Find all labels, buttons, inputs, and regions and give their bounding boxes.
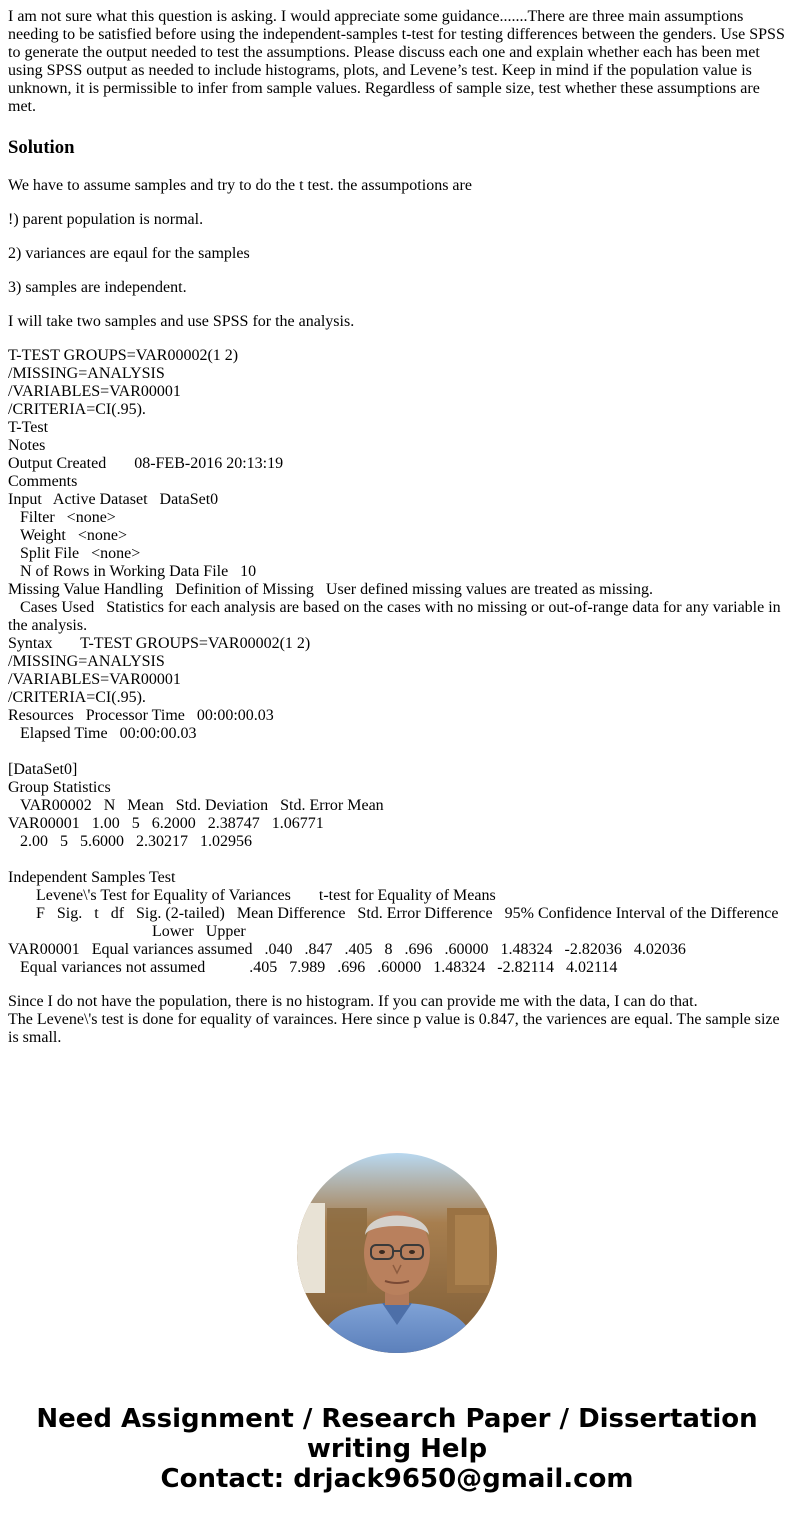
footer-line: Need Assignment / Research Paper / Dissertation: [36, 1404, 758, 1434]
conclusion-histogram: Since I do not have the population, there is no histogram. If you can provide me with the data, I can do that.: [8, 993, 698, 1010]
analysis-note: I will take two samples and use SPSS for the analysis.: [8, 313, 355, 330]
spss-line: Filter <none>: [8, 509, 116, 526]
spss-line: Missing Value Handling Definition of Missing User defined missing values are treated as missing.: [8, 581, 653, 598]
spss-line: VAR00002 N Mean Std. Deviation Std. Error Mean: [8, 797, 384, 814]
spss-line: Cases Used Statistics for each analysis are based on the cases with no missing or out-of-range data for any variable in the analysis.: [8, 599, 785, 634]
solution-heading: Solution: [8, 137, 75, 158]
spss-line: Resources Processor Time 00:00:00.03: [8, 707, 274, 724]
spss-line: Equal variances not assumed .405 7.989 .696 .60000 1.48324 -2.82114 4.02114: [8, 959, 618, 976]
assumption-2: 2) variances are eqaul for the samples: [8, 245, 250, 262]
footer-line: writing Help: [306, 1434, 488, 1464]
conclusion-levene: The Levene\'s test is done for equality of varainces. Here since p value is 0.847, the variences are equal. The sample size is small.: [8, 1011, 780, 1046]
spss-line: Elapsed Time 00:00:00.03: [8, 725, 197, 742]
spss-line: VAR00001 1.00 5 6.2000 2.38747 1.06771: [8, 815, 324, 832]
document-body: [8, 8, 786, 1063]
intro-section: [8, 177, 786, 331]
spss-line: Output Created 08-FEB-2016 20:13:19: [8, 455, 284, 472]
author-avatar: [297, 1153, 497, 1353]
spss-line: Lower Upper: [8, 923, 246, 940]
spss-line: /VARIABLES=VAR00001: [8, 671, 181, 688]
spss-line: Independent Samples Test: [8, 869, 176, 886]
footer-contact: Contact: drjack9650@gmail.com: [160, 1464, 634, 1494]
spss-output: [8, 347, 786, 977]
spss-line: F Sig. t df Sig. (2-tailed) Mean Difference Std. Error Difference 95% Confidence Interval of the Difference: [8, 905, 779, 922]
assumption-1: !) parent population is normal.: [8, 211, 204, 228]
spss-line: /CRITERIA=CI(.95).: [8, 401, 146, 418]
spss-blank-line: [8, 851, 786, 869]
footer-promo: [0, 1404, 794, 1494]
spss-line: Levene\'s Test for Equality of Variances t-test for Equality of Means: [8, 887, 496, 904]
spss-line: /CRITERIA=CI(.95).: [8, 689, 146, 706]
spss-line: 2.00 5 5.6000 2.30217 1.02956: [8, 833, 252, 850]
spss-line: [DataSet0]: [8, 761, 78, 778]
spss-line: VAR00001 Equal variances assumed .040 .847 .405 8 .696 .60000 1.48324 -2.82036 4.02036: [8, 941, 686, 958]
spss-line: /VARIABLES=VAR00001: [8, 383, 181, 400]
spss-line: Group Statistics: [8, 779, 111, 796]
spss-line: T-Test: [8, 419, 49, 436]
intro-paragraph: We have to assume samples and try to do the t test. the assumpotions are: [8, 177, 472, 194]
spss-blank-line: [8, 743, 786, 761]
spss-line: Input Active Dataset DataSet0: [8, 491, 219, 508]
spss-line: Syntax T-TEST GROUPS=VAR00002(1 2): [8, 635, 311, 652]
spss-line: Notes: [8, 437, 46, 454]
spss-line: T-TEST GROUPS=VAR00002(1 2): [8, 347, 239, 364]
assumption-3: 3) samples are independent.: [8, 279, 187, 296]
spss-line: /MISSING=ANALYSIS: [8, 365, 165, 382]
question-text: I am not sure what this question is asking. I would appreciate some guidance.......There are three main assumptions needing to be satisfied before using the independent-samples t-test for testing differences between the genders. Use SPSS to generate the output needed to test the assumptions. Please discuss each one and explain whether each has been met using SPSS output as needed to include histograms, plots, and Levene’s test. Keep in mind if the population value is unknown, it is permissible to infer from sample values. Regardless of sample size, test whether these assumptions are met.: [8, 8, 785, 115]
spss-line: /MISSING=ANALYSIS: [8, 653, 165, 670]
spss-line: Split File <none>: [8, 545, 141, 562]
spss-line: Comments: [8, 473, 78, 490]
spss-line: Weight <none>: [8, 527, 127, 544]
author-portrait-icon: [297, 1153, 497, 1353]
spss-line: N of Rows in Working Data File 10: [8, 563, 257, 580]
